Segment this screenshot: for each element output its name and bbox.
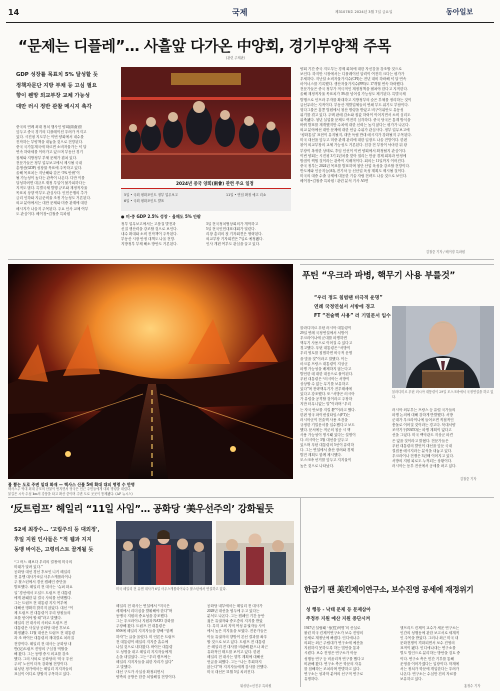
haley-rally-illustration <box>116 521 212 585</box>
story2-body-col1: 블라디미르 푸틴 러시아 대통령이 29일 연례 국정연설에서 서방이 우크라이나에 군대를 파병하면 핵무기 사용으로 이어질 수 있다고 경고했다. 푸틴 대통령은 “서방이 우리 영토를 침범하면 비극적 운명 을 맞을 것”이라고 말했다. 이는 마크롱 프랑스 대통령이 지상군 파병 가능성을 배제하지 않는다고 발언한 데 대한 대응으로 풀이된다. 푸틴 대통령은 “러시아는 서방이 상상할 수 없는 무기를 보유하고 있다”며 전략핵무기가 전투태세에 있다고 강조했다. 또 “서방은 러시아 가 유럽을 공격할 것이라고 주장하 지만 터무니없는 말”이라며 “우리 는 자국 안보를 지킬 뿐”이라고 했다. 한편 영국 파이낸셜타임스(FT)는 러시아군이 전술핵 사용 조건을 규정한 기밀문서를 입수했다고 보도 했다. 문서에는 적군의 침공 시 핵 사용 가능성이 명시돼 있다는 설명이 다. 러시아는 3월 대선을 앞두고 있으며 푸틴 대통령의 5선이 유력하 다. 그는 연설에서 출산 장려와 경제 발전 계획도 함께 제시했다. 모스크바 선거를 앞두고 지지율이 높은 것으로 나타났다. <box>300 326 356 468</box>
infobox-item: 6일 • 국회 평화포인트 발표 <box>124 199 165 203</box>
story3-photo <box>116 521 212 585</box>
story4-body-col1: 1947년 설립돼 ‘성(性)혁명’의 산실로 불린 미국 킨제이연구소가 보수 진영의 공세로 재정난에 빠졌다. 인디애나주 의회는 최근 주립대가 연구소에 예산을 지원하지 못하도록 하는 법안을 통과 시켰다. 보수 진영은 연구소가 아동 성행동 연구 등 비윤리적 연구를 했다고 비판해 왔다. 연구소 측은 학문의 자유 를 침해하는 조치라며 반발하고 있다. 연구소는 성과학 분야의 선구적 연구로 유명하다. <box>304 626 365 681</box>
divider <box>8 259 494 260</box>
story1-infobox <box>121 188 291 211</box>
edition-info: 제31078호 2024년 3월 7일 금요일 <box>335 10 393 14</box>
story3-photo-caption: 미국 헤일리 전 유엔 대사가 6일 사우스캐롤라이나주 찰스턴에서 연설하고 있다. <box>116 587 227 591</box>
story3-headline: ‘反트럼프’ 헤일리 “11일 사임”… 공화당 ‘美우선주의’ 강화될듯 <box>10 504 274 515</box>
divider <box>8 497 494 498</box>
paper-name: 동아일보 <box>446 8 474 16</box>
masthead-rule <box>6 22 494 23</box>
page-number: 14 <box>8 8 20 17</box>
deck-line: “우리 정도 침범땐 비극적 운명” <box>314 296 383 301</box>
story4-body-col2: 앨프리드 킨제이 교수가 세운 연구소는 인간의 성행동에 관한 보고서로 세계적 인 주목을 받았다. 그러나 최근 미국 내 문화전쟁이 격화되면서 보수 진영의 표적이 됐다. 인디애나대는 연구소를 별도 법인으로 분리하는 방안을 검토 중 이다. 연구소 측은 민간 기부를 통해 운영을 이어가겠다는 입장이다. 학계에 서는 정치가 학문에 개입한다는 우려가 나온다. 연구소는 수십만 건의 자료를 보유하고 있다. <box>400 626 461 681</box>
story1-deck <box>16 70 112 112</box>
deck-line: 성 행동 - 낙태 문제 등 문제삼아 <box>306 608 371 613</box>
congress-photo-illustration <box>121 67 291 179</box>
deck-line: 후일 지원 인사들은 “적 웹과 지지 <box>14 537 92 543</box>
deck-line: 대만 러시 정반 관찰 메시지 촉각 <box>16 103 92 110</box>
feature-photo-caption <box>8 482 293 496</box>
divider <box>300 497 301 687</box>
deck-line: 동맹 바이든, 고령리스트 끌게될 듯 <box>14 547 94 553</box>
story1-body-col3: 3일 전국정치협상회의가 개막하고 5일 전국인민대표대회가 열린다. 리창 총리의 첫 기자회견은 생략된다. 외교부장 기자회견은 7일로 예정됐다. 인사 개편 여부도 관심을 끌고 있다. <box>206 222 264 247</box>
story2-photo-caption: 블라디미르 푸틴 러시아 대통령이 29일 모스크바에서 국정연설을 하고 있다. <box>392 390 494 399</box>
story1-body-col1: 중국의 연례 최대 정치 행사인 양회(兩會)를 앞두고 중국 경기의 디플레이션 우려가 커지고 있다. 시진핑 지도부는 이번 양회에서 내수를 진작하는 부양책을 내놓을 것으로 전망된다. 중국 국가통계국에 따르면 소비자물가는 넉 달 연속 하락세를 이어가고 있으며 부동산 경기 침체와 지방정부 부채 문제가 겹쳐 있다. 전문가들은 정부 업무보고에서 제시될 국내 총생산(GDP) 성장률 목표에 주목하고 있다. 올해 목표치는 지난해와 같은 ‘5% 안팎’이 될 가능성이 높다는 관측이 나온다. 다만 이를 달성하려면 대규모 재정 투입이 불가피하다는 지적도 많다. 특별국채 발행 규모와 재정적자율 목표치 상향 여부도 관심사다. 인민은행의 추가 금리 인하와 지급준비율 조정 가능성도 거론된다. 외교 분야에서는 대만 문제와 미중 관계에 대한 메시지가 나올지 주목된다. 주요 인사 교체 여부 도 관심이다. 베이징=김철중 특파원 <box>16 125 91 216</box>
story1-body-col2: 정부 업무보고에서는 고품질 발전과 신질 생산력을 강조할 것으로 보인다. 내수 확대와 소비 진작책이 주목된다. 부동산 시장 안정 대책도 나올 전망. 지방정부 부채 해소 방안도 거론된다. <box>121 222 178 247</box>
story1-body-col4: 양회 기간 중국 지도부는 경제 회복에 대한 자신감을 강조할 것으로 보인다. 하지만 시장에서는 디플레이션 압력이 여전히 크다는 평가가 우세하다. 지난달 소비자물가지수(CPI)는 전년 대비 하락해 넉 달 연속 마이너스를 기록했다. 생산자물가지수(PPI)도 17개월 연속 하락했다. 전문가들은 중국 정부가 적극적인 재정정책을 펼쳐야 한다고 지적한다. 올해 재정적자율 목표치가 3%를 넘어설 가능성도 제기된다. 특별국채 발행으로 인프라 투자를 확대하고 지방정부의 숨은 부채를 정리하는 것이 급선무라는 지적이다. 부동산 개발업체들의 연쇄 부도 위기도 부담이다. 헝다그룹은 홍콩 법원에서 청산 명령을 받았고 비구이위안도 유동성 위기를 겪고 있다. 주택 판매 감소와 집값 하락이 이어지면서 소비 심리도 위축됐다. 청년 실업률 문제도 여전히 심각하다. 중국 당국은 통계 방식을 바꿔 발표를 재개했지만 수치에 대한 신뢰는 높지 않다는 평가가 나온다. 외교 분야에선 대만 문제에 대한 언급 수위가 관심사다. 정부 업무보고에 ‘평화통일’ 표현이 유지될지, 대만 독립 반대 메시지가 강화될지 주목된다. 미국 대선을 앞두고 미중 관계 관리에 대한 입장도 나올 전망이다. 한편 왕이 외교부장의 교체 가능성도 거론된다. 친강 전 부장이 낙마한 뒤 왕 부장이 복귀한 상태로, 후임 인선이 이번 양회에서 확정될지 관심이다. 이번 양회는 시진핑 3기 2년차를 맞아 열리는 만큼 경제 회복과 안정에 방점이 찍힐 것이라는 관측이 지배적이다. 회의는 11일까지 이어진다. 중국 정부는 2024년 목표를 발표하며 첨단 산업 육성을 강조할 전망이다. 반도체와 인공지능(AI), 전기차 등 신산업 육성 계획도 제시될 것이다. 미국의 대중 수출 규제에 대응한 기술 자립 전략도 나올 것으로 보인다. 베이징=김철중 특파원 / 관련 분석 기사 A5면 <box>300 67 412 184</box>
section-label: 국제 <box>232 8 248 17</box>
story3-body-col3: 공화당 내부에서는 헤일리 전 대사가 2028년 대선을 염두에 두고 있다는 분석도 나온다. 그는 캠페인 기간 동안 젊은 유권자와 중도층의 지지를 받았 다. 특히 교외 지역 여성 유권자들 사이 에서 높은 지지율을 보였다. 전문가들은 이들 유권자의 향방이 본선 결과를 좌우 할 것으로 보고 있다. 트럼프 전 대통령 은 헤일리 전 대사를 비판해 왔으나 최근 유화적인 태도를 보이고 있다. 한편 헤일리 전 대사는 향후 계획에 대해선 언급을 피했다. 그는 “나는 후회하지 않는다”며 지지자들에게 감사를 전했다. 미국 대선은 11월 5일 치러진다. <box>207 604 268 675</box>
story4-byline-end: 홍정수 기자 <box>464 684 481 688</box>
deck-line: 정책자문단 지방 부채 등 고심 필요 <box>16 82 97 89</box>
story2-headline: 푸틴 “우크라 파병, 핵무기 사용 부를것” <box>302 271 456 281</box>
story3-body-col1: “그 어느 때보다 우리의 결정에 미국의 미래가 달려 있다.” 공화당 대선 경선 후보인 니키 헤일리 전 유엔 대사가 6일 사우스캐롤라이나 주 찰스턴에서 경선 캠페인 중단을 발표했다. 헤일리 전 대사는 ‘슈퍼 화요 일’ 경선에서 도널드 트럼프 전 대통령 에게 완패한 뒤 결국 사퇴를 선택했다. 그는 트럼프 전 대통령 지지 여부에 대해선 명확히 밝히지 않았다. 대신 “이 제 트럼프 전 대통령이 우리 당원들의 표를 얻어야 할 때”라고 말했다. 헤일리 전 대사의 사퇴로 트럼프 전 대통령은 사실상 공화당 대선 후보로 확정됐다. 11월 대선은 트럼프 전 대통령 과 조 바이든 대통령의 재대결로 치러질 전망이다. 헤일리 전 대사는 공화당 내 반(反)트럼프 진영의 구심점 역할을 해 왔다. 그는 동맹 중시 외교를 강조 했다. 그의 사퇴로 공화당의 ‘미국 우선 주의’ 노선이 더욱 강화될 전망이다. 워싱턴 정가에서는 헤일리 지지자들의 표심이 어디로 향할지 주목하고 있다. <box>14 560 75 677</box>
story3-byline-end: 워싱턴=신진우 특파원 <box>240 684 272 688</box>
feature-caption-body: 텍사스주 역대 최대 규모의 산불이 번지면서 당국은 인근 주민들에게 대피 명령을 내렸다. 불길은 시속 수십 km의 강풍을 타고 확산 중이며 주변 도로 곳곳이 통제됐다. (AP 뉴시스) <box>8 487 133 496</box>
masthead <box>0 0 500 24</box>
story3-photo-small <box>216 521 294 585</box>
deck-line: S2세 최장수… ‘고립주의 등 대외정', <box>14 527 100 533</box>
deck-line: FT “전술핵 사용” 러 기밀문서 입수 <box>314 314 391 320</box>
deck-line: 향이 웬망 외교부장 교체 가능성 <box>16 93 90 99</box>
story3-body-col2: 헤일리 전 대사는 연설에서 “미국은 세계에서 리더십을 발휘해야 한다”며 동맹국 지원의 중요성을 강조했다. 그는 우크라이나 지원과 NATO 강화를 주장해 왔다. 트럼프 전 대통령은 SNS에 헤일리 지지자들을 향해 “함께 하자”는 글을 올렸다. 미 언론은 트럼프 전 대통령이 헤일리 지지층 흡수에 나설 것으로 내다봤다. 바이든 대통령 도 성명을 내고 헤일리 지지자들에게 손을 내밀었다. 그는 “우리 캠프에는 헤일리 지지자들을 위한 자리가 있다” 고 말했다. 대선 구도가 사실상 확정되면서 양측의 공방은 한층 치열해질 전망이다. <box>116 604 177 680</box>
feature-caption-title: 불 뿜는 도로 주변 일대 화재 — 텍사스 산불 5배 확대 대피 명령 수 만명 <box>8 482 135 487</box>
story1-photo-caption: 2024년 중국 양회(兩會) 관련 주요 일정 <box>176 182 254 187</box>
infobox-item: 5일 • 국회 평화포인트 정부 업무보고 <box>124 193 178 197</box>
supporters-illustration <box>216 521 294 585</box>
story1-photo <box>121 67 291 179</box>
story2-photo <box>392 306 494 388</box>
putin-portrait-illustration <box>392 306 494 388</box>
deck-line: 주정부 지원 예산 지원 중단시켜 <box>306 617 371 622</box>
wildfire-road-illustration <box>8 264 293 479</box>
story2-byline-end: 김철중 기자 <box>460 477 477 481</box>
story4-headline: 한급기 팬 美킨제이연구소, 보수진영 공세에 재정위기 <box>304 585 474 594</box>
deck-line: GDP 성장률 목표치 5% 달성할 듯 <box>16 72 99 78</box>
feature-photo <box>8 264 293 479</box>
divider <box>300 264 494 265</box>
story1-infobox-note: ● 미·중 GDP 2.5% 성장 · 올해도 5% 안팎 <box>121 214 201 219</box>
story2-body-col2: 러시아 외무부는 프랑스 등 유럽 국가들의 파병 논의에 대해 강하게 반발했다. 서방 군대가 우크라이나에 들어오면 직접적인 충돌로 이어질 것이라는 경고다. 북대서양 조약기구(NATO)는 파병 계획이 없다고 선을 그었다. 미국 백악관도 지상군 파견 은 없을 것이라고 밝혔다. 전문가들은 푸틴 대통령의 발언이 대선을 앞둔 국내 결집용 메시지라는 분석을 내놓고 있다. 우크라이나 전쟁은 3년째 이어지고 있다. 서방의 지원 피로도 누적되는 상황이다. 러시아는 동부 전선에서 공세를 펴고 있다. <box>392 408 457 469</box>
deck-line: 연례 국정연설서 서방에 경고 <box>314 305 375 311</box>
story1-headline: “문제는 디플레”… 사흘앞 다가온 中양회, 경기부양책 주목 <box>18 38 391 55</box>
story1-byline-end: 김철중 기자 / 베이징 특파원 <box>426 250 465 254</box>
story1-byline: (관련 주제판) <box>226 56 245 60</box>
infobox-item: 11일 • 연임 확정 예고 리쇼 <box>226 193 267 197</box>
story4-deck <box>306 606 494 624</box>
